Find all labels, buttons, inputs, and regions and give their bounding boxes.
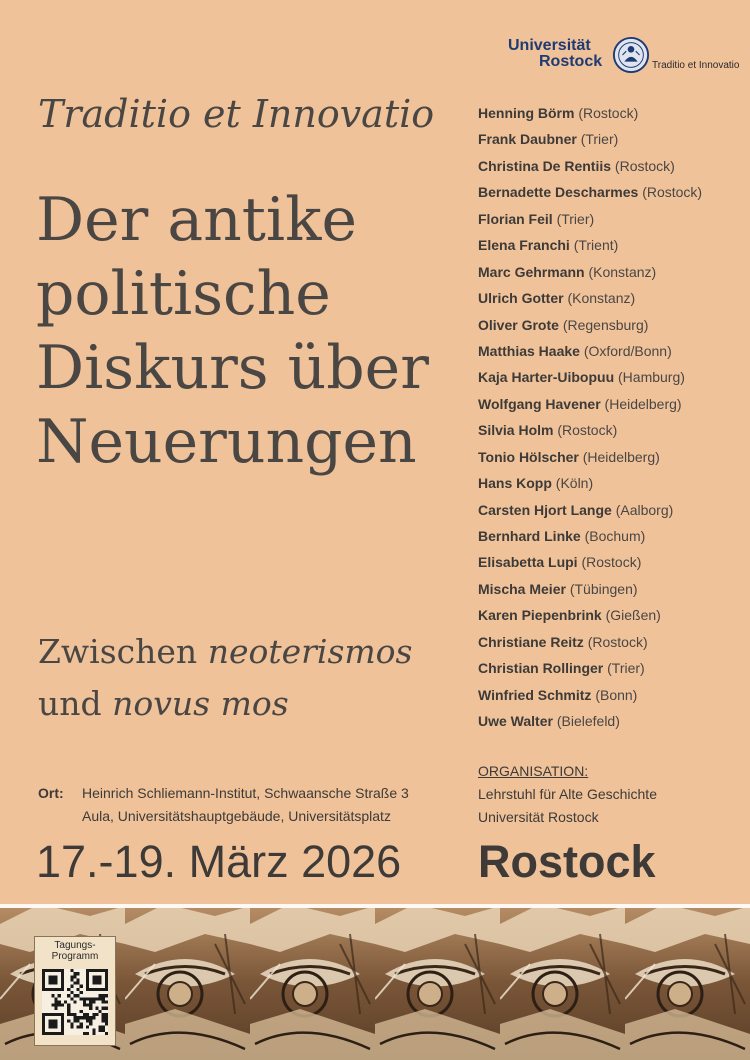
participant-item xyxy=(478,391,702,417)
title-line: Diskurs über xyxy=(36,333,429,403)
participant-name: Christina De Rentiis xyxy=(478,157,612,174)
participant-name: Uwe Walter xyxy=(478,713,553,730)
participant-item xyxy=(478,364,702,390)
program-label xyxy=(35,940,115,962)
participant-affiliation: (Tübingen) xyxy=(569,580,638,597)
participant-name: Mischa Meier xyxy=(478,580,566,597)
participant-item xyxy=(478,523,702,549)
qr-code-icon[interactable] xyxy=(42,969,108,1035)
participant-affiliation: (Rostock) xyxy=(642,184,703,201)
event-date: 17.-19. März 2026 xyxy=(36,836,402,887)
title-line: Neuerungen xyxy=(36,407,417,477)
subtitle-italic-term: novus mos xyxy=(112,684,289,723)
participant-affiliation: (Trier) xyxy=(556,210,595,227)
conference-motto: Traditio et Innovatio xyxy=(38,92,435,136)
participant-item xyxy=(478,655,702,681)
participant-affiliation: (Regensburg) xyxy=(562,316,649,333)
participant-name: Frank Daubner xyxy=(478,131,577,148)
logo-name-line2: Rostock xyxy=(539,53,603,70)
participant-name: Elena Franchi xyxy=(478,237,570,254)
subtitle-italic-term: neoterismos xyxy=(207,632,413,671)
participant-name: Hans Kopp xyxy=(478,475,552,492)
participant-name: Christiane Reitz xyxy=(478,633,584,650)
participant-affiliation: (Heidelberg) xyxy=(604,395,682,412)
participant-item xyxy=(478,682,702,708)
program-label-line: Programm xyxy=(51,951,99,962)
participant-list xyxy=(478,100,702,735)
participant-affiliation: (Oxford/Bonn) xyxy=(583,342,672,359)
location-line-1 xyxy=(38,782,409,805)
program-qr-box[interactable] xyxy=(34,936,116,1046)
participant-affiliation: (Konstanz) xyxy=(567,290,636,307)
participant-item xyxy=(478,629,702,655)
subtitle-line-2 xyxy=(38,678,413,730)
participant-item xyxy=(478,312,702,338)
participant-item xyxy=(478,100,702,126)
participant-item xyxy=(478,417,702,443)
location-line-2: Aula, Universitätshauptgebäude, Universitätsplatz xyxy=(82,808,391,824)
event-city: Rostock xyxy=(478,836,656,887)
participant-affiliation: (Heidelberg) xyxy=(582,448,660,465)
participant-name: Wolfgang Havener xyxy=(478,395,601,412)
participant-affiliation: (Rostock) xyxy=(587,633,648,650)
organisation-block xyxy=(478,760,657,829)
participant-name: Ulrich Gotter xyxy=(478,290,564,307)
participant-name: Marc Gehrmann xyxy=(478,263,585,280)
participant-item xyxy=(478,338,702,364)
participant-name: Winfried Schmitz xyxy=(478,686,592,703)
participant-item xyxy=(478,179,702,205)
participant-affiliation: (Rostock) xyxy=(614,157,675,174)
conference-subtitle xyxy=(38,626,413,730)
participant-item xyxy=(478,497,702,523)
participant-affiliation: (Köln) xyxy=(555,475,594,492)
participant-affiliation: (Trient) xyxy=(573,237,619,254)
participant-name: Matthias Haake xyxy=(478,342,580,359)
participant-affiliation: (Rostock) xyxy=(557,422,618,439)
organisation-line: Lehrstuhl für Alte Geschichte xyxy=(478,786,657,802)
participant-affiliation: (Konstanz) xyxy=(588,263,657,280)
university-seal-icon xyxy=(612,36,650,74)
participant-name: Tonio Hölscher xyxy=(478,448,579,465)
organisation-line: Universität Rostock xyxy=(478,809,599,825)
participant-name: Henning Börm xyxy=(478,105,575,121)
participant-name: Elisabetta Lupi xyxy=(478,554,578,571)
participant-item xyxy=(478,232,702,258)
participant-item xyxy=(478,470,702,496)
participant-name: Carsten Hjort Lange xyxy=(478,501,612,518)
participant-item xyxy=(478,602,702,628)
location-block xyxy=(38,782,409,828)
subtitle-line-1 xyxy=(38,626,413,678)
participant-affiliation: (Bochum) xyxy=(584,528,646,544)
location-label: Ort: xyxy=(38,785,64,801)
participant-name: Bernhard Linke xyxy=(478,528,581,544)
participant-affiliation: (Gießen) xyxy=(605,607,661,624)
participant-name: Oliver Grote xyxy=(478,316,559,333)
participant-name: Christian Rollinger xyxy=(478,660,604,677)
participant-affiliation: (Rostock) xyxy=(581,554,642,571)
participant-affiliation: (Trier) xyxy=(607,660,645,677)
subtitle-prefix: Zwischen xyxy=(38,632,208,671)
logo-name-line1: Universität xyxy=(508,37,591,54)
university-logo[interactable] xyxy=(508,38,738,78)
program-label-line: Tagungs- xyxy=(54,940,96,951)
participant-item xyxy=(478,549,702,575)
participant-item xyxy=(478,153,702,179)
participant-affiliation: (Aalborg) xyxy=(615,501,674,518)
location-address: Heinrich Schliemann-Institut, Schwaansche Straße 3 xyxy=(82,785,409,801)
participant-affiliation: (Trier) xyxy=(580,131,619,148)
title-line: Der antike xyxy=(36,185,357,255)
participant-affiliation: (Bielefeld) xyxy=(556,713,620,730)
participant-affiliation: (Hamburg) xyxy=(618,369,685,386)
participant-name: Florian Feil xyxy=(478,210,553,227)
participant-name: Silvia Holm xyxy=(478,422,554,439)
logo-wordmark xyxy=(508,38,602,70)
logo-tagline: Traditio et Innovatio xyxy=(652,60,740,71)
participant-item xyxy=(478,206,702,232)
conference-title xyxy=(36,183,476,479)
participant-affiliation: (Rostock) xyxy=(578,105,639,121)
participant-item xyxy=(478,126,702,152)
participant-item xyxy=(478,444,702,470)
participant-name: Bernadette Descharmes xyxy=(478,184,639,201)
title-line: politische xyxy=(36,259,331,329)
participant-item xyxy=(478,708,702,734)
participant-item xyxy=(478,576,702,602)
participant-name: Kaja Harter-Uibopuu xyxy=(478,369,615,386)
participant-name: Karen Piepenbrink xyxy=(478,607,602,624)
organisation-heading: ORGANISATION: xyxy=(478,763,589,779)
subtitle-prefix: und xyxy=(38,684,113,723)
participant-item xyxy=(478,285,702,311)
participant-affiliation: (Bonn) xyxy=(595,686,638,703)
participant-item xyxy=(478,259,702,285)
